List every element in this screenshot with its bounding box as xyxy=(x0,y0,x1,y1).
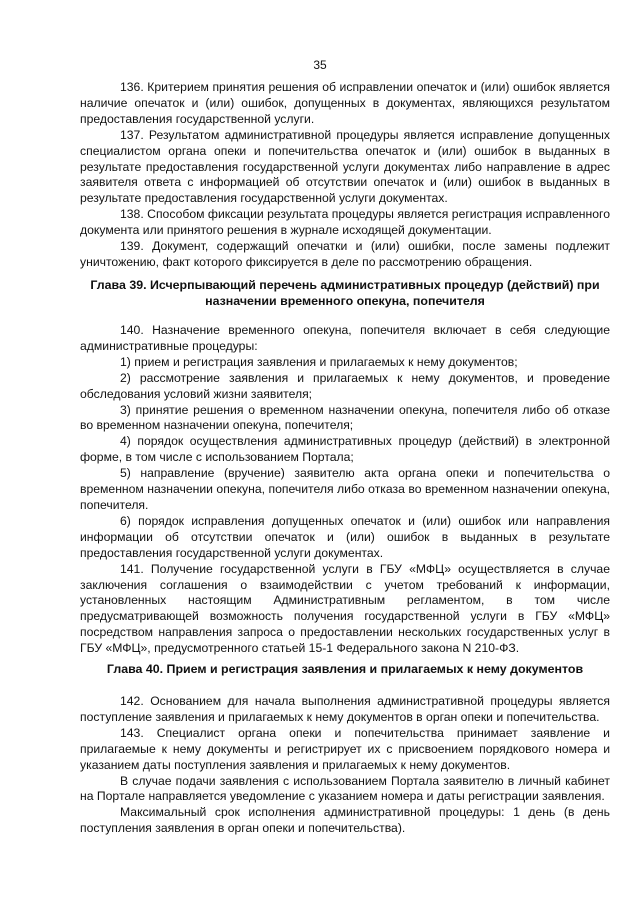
paragraph-136: 136. Критерием принятия решения об исправлении опечаток и (или) ошибок является наличие опечаток и (или) ошибок, допущенных в документах, являющихся результатом предоставления государственной услуги. xyxy=(80,80,610,126)
chapter-39-heading: Глава 39. Исчерпывающий перечень административных процедур (действий) при назначении временного опекуна, попечителя xyxy=(90,278,600,308)
list-item-5: 5) направление (вручение) заявителю акта органа опеки и попечительства о временном назначении опекуна, попечителя либо отказа во временном назначении опекуна, попечителя. xyxy=(80,466,610,512)
paragraph-141: 141. Получение государственной услуги в ГБУ «МФЦ» осуществляется в случае заключения соглашения о взаимодействии с учетом требований к информации, установленных настоящим Административным регламентом, в том числе предусматривающей возможность получения государственной услуги в ГБУ «МФЦ» посредством направления запроса о предоставлении нескольких государственных услуг в ГБУ «МФЦ», предусмотренного статьей 15-1 Федерального закона N 210-ФЗ. xyxy=(80,561,610,656)
list-item-4: 4) порядок осуществления административных процедур (действий) в электронной форме, в том числе с использованием Портала; xyxy=(80,434,610,465)
section-chapter-40 xyxy=(80,694,610,837)
chapter-40-heading-block xyxy=(80,662,610,678)
list-item-3: 3) принятие решения о временном назначении опекуна, попечителя либо об отказе во временном назначении опекуна, попечителя; xyxy=(80,402,610,433)
paragraph-143: 143. Специалист органа опеки и попечительства принимает заявление и прилагаемые к нему документы и регистрирует их с присвоением порядкового номера и указанием даты поступления заявления и прилагаемых к нему документов. xyxy=(80,725,610,772)
paragraph-142: 142. Основанием для начала выполнения административной процедуры является поступление заявления и прилагаемых к нему документов в орган опеки и попечительства. xyxy=(80,694,610,724)
paragraph-137: 137. Результатом административной процедуры является исправление допущенных специалистом органа опеки и попечительства опечаток и (или) ошибок в выданных в результате предоставления государственной услуги документах либо направление в адрес заявителя ответа с информацией об отсутствии опечаток и (или) ошибок в выданных в результате предоставления государственной услуги документах. xyxy=(80,127,610,206)
list-item-1: 1) прием и регистрация заявления и прилагаемых к нему документов; xyxy=(120,354,518,369)
chapter-39-heading-block xyxy=(80,278,610,310)
paragraph-138: 138. Способом фиксации результата процедуры является регистрация исправленного документа или принятого решения в журнале исходящей документации. xyxy=(80,207,610,238)
chapter-40-heading: Глава 40. Прием и регистрация заявления и прилагаемых к нему документов xyxy=(106,662,584,676)
paragraph-max-term: Максимальный срок исполнения административной процедуры: 1 день (в день поступления заявления в орган опеки и попечительства). xyxy=(80,805,610,836)
section-chapter-39 xyxy=(80,323,610,657)
list-item-2: 2) рассмотрение заявления и прилагаемых к нему документов, и проведение обследования условий жизни заявителя; xyxy=(80,370,610,401)
page-number: 35 xyxy=(313,58,327,72)
paragraph-139: 139. Документ, содержащий опечатки и (или) ошибки, после замены подлежит уничтожению, факт которого фиксируется в деле по рассмотрению обращения. xyxy=(80,239,610,269)
paragraph-140: 140. Назначение временного опекуна, попечителя включает в себя следующие административные процедуры: xyxy=(80,323,610,353)
paragraph-portal-notice: В случае подачи заявления с использованием Портала заявителю в личный кабинет на Портале направляется уведомление с указанием номера и даты регистрации заявления. xyxy=(80,773,610,804)
section-chapter-38-end xyxy=(80,80,610,271)
list-item-6: 6) порядок исправления допущенных опечаток и (или) ошибок или направления информации об отсутствии опечаток и (или) ошибок в выданных в результате предоставления государственной услуги документах. xyxy=(80,513,610,560)
